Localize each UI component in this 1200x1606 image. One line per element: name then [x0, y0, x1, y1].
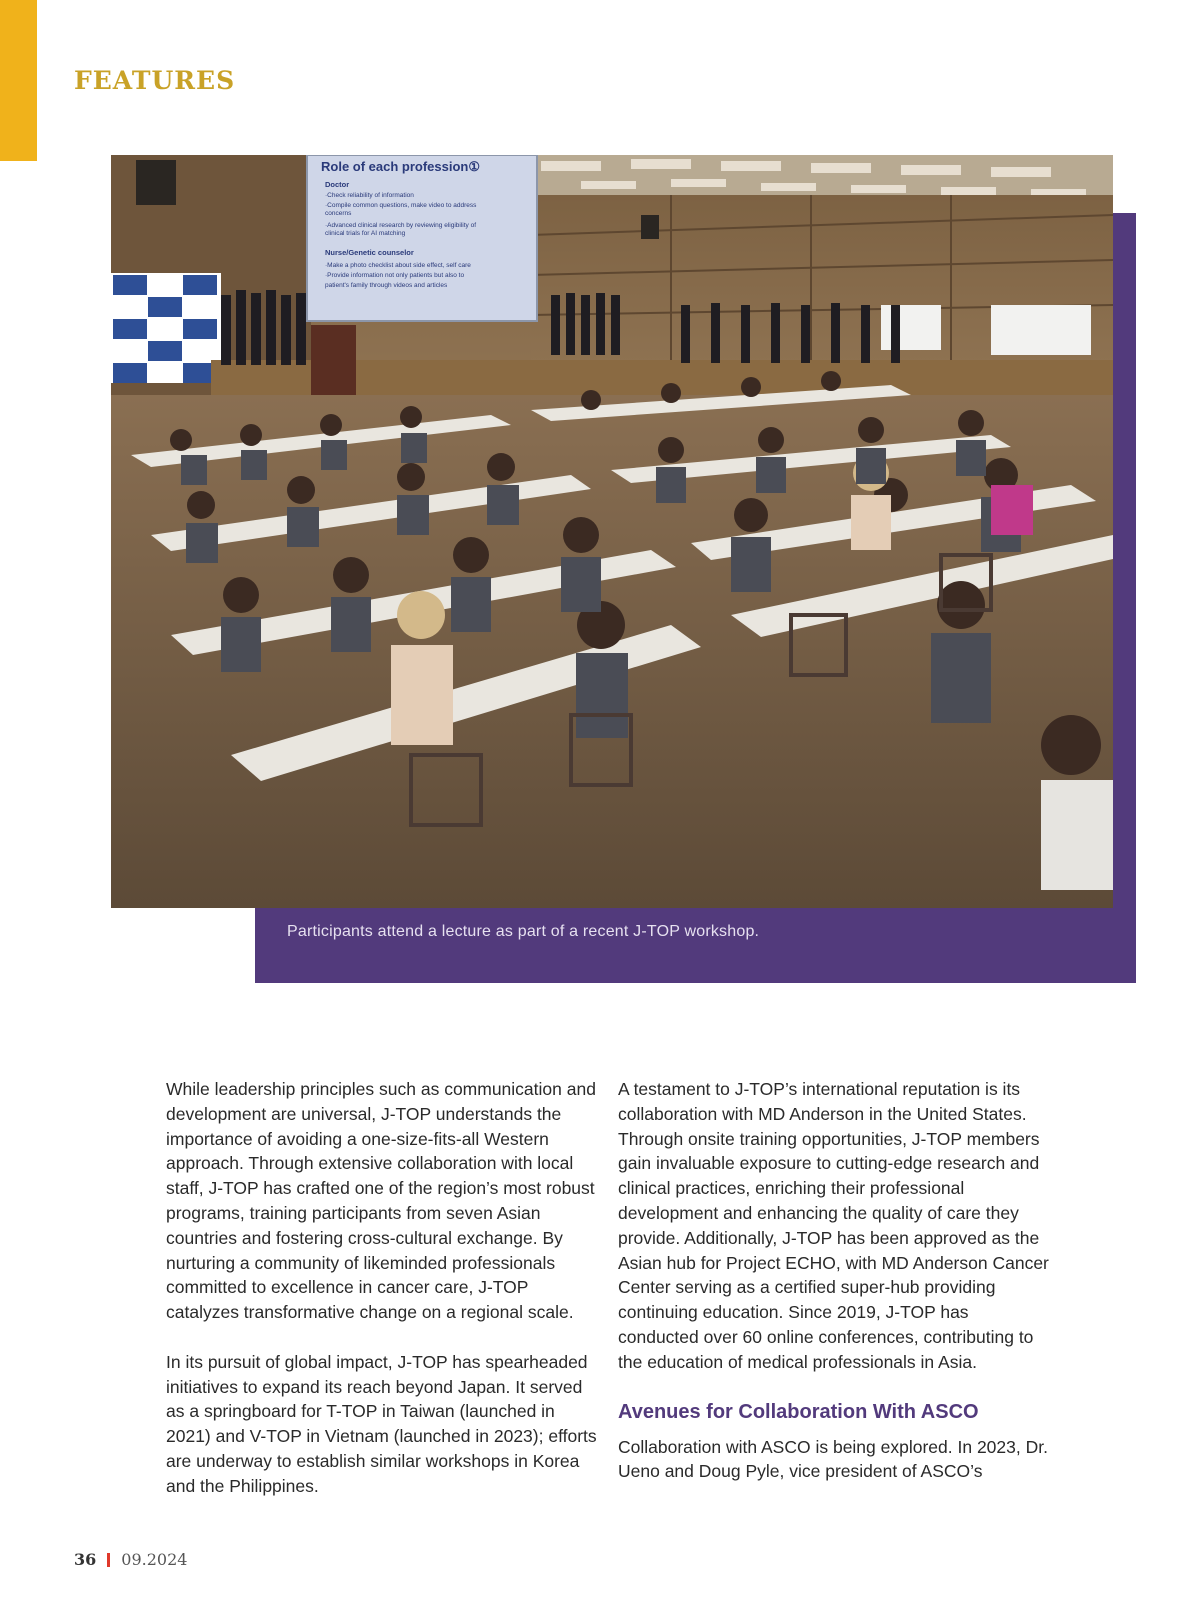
slide-line: ·Advanced clinical research by reviewing eligibility of	[325, 222, 477, 229]
slide-line: ·Compile common questions, make video to address	[325, 202, 477, 209]
article-paragraph: A testament to J-TOP’s international reputation is its collaboration with MD Anderson in the United States. Through onsite training opportunities, J-TOP members gain invaluable exposure to cutting-edge research and clinical practices, enriching their professional development and enhancing the quality of care they provide. Additionally, J-TOP has been approved as the Asian hub for Project ECHO, with MD Anderson Cancer Center serving as a certified super-hub providing continuing education. Since 2019, J-TOP has conducted over 60 online conferences, contributing to the education of medical professionals in Asia.	[618, 1079, 1049, 1372]
slide-line: patient's family through videos and articles	[325, 282, 448, 289]
issue-date: 09.2024	[121, 1550, 188, 1569]
article-paragraph: While leadership principles such as communication and development are universal, J-TOP understands the importance of avoiding a one-size-fits-all Western approach. Through extensive collaboration with local staff, J-TOP has crafted one of the region’s most robust programs, training participants from seven Asian countries and fostering cross-cultural exchange. By nurturing a community of likeminded professionals committed to excellence in cancer care, J-TOP catalyzes transformative change on a regional scale.	[166, 1079, 596, 1323]
section-subheading: Avenues for Collaboration With ASCO	[618, 1400, 979, 1423]
slide-line: concerns	[325, 210, 352, 217]
page-footer	[74, 1550, 187, 1569]
slide-title: Role of each profession①	[321, 159, 481, 174]
article-paragraph: In its pursuit of global impact, J-TOP has spearheaded initiatives to expand its reach beyond Japan. It served as a springboard for T-TOP in Taiwan (launched in 2021) and V-TOP in Vietnam (launched in 2023); efforts are underway to establish similar workshops in Korea and the Philippines.	[166, 1351, 597, 1496]
workshop-photo-illustration	[111, 155, 1113, 908]
workshop-photo	[111, 155, 1113, 908]
footer-separator	[107, 1553, 110, 1567]
article-paragraph: Collaboration with ASCO is being explored. In 2023, Dr. Ueno and Doug Pyle, vice president of ASCO’s	[618, 1436, 1048, 1482]
section-label: FEATURES	[74, 66, 236, 95]
slide-line: ·Check reliability of information	[325, 192, 414, 199]
slide-line: ·Make a photo checklist about side effect, self care	[325, 262, 471, 269]
page-number: 36	[74, 1550, 97, 1569]
slide-line: Doctor	[325, 180, 350, 189]
article-column-left	[166, 1077, 598, 1499]
slide-line: Nurse/Genetic counselor	[325, 248, 414, 257]
photo-caption: Participants attend a lecture as part of a recent J-TOP workshop.	[287, 923, 760, 940]
slide-line: ·Provide information not only patients but also to	[325, 272, 465, 279]
slide-line: clinical trials for AI matching	[325, 230, 406, 237]
article-column-right	[618, 1077, 1053, 1484]
section-accent-bar	[0, 0, 37, 161]
